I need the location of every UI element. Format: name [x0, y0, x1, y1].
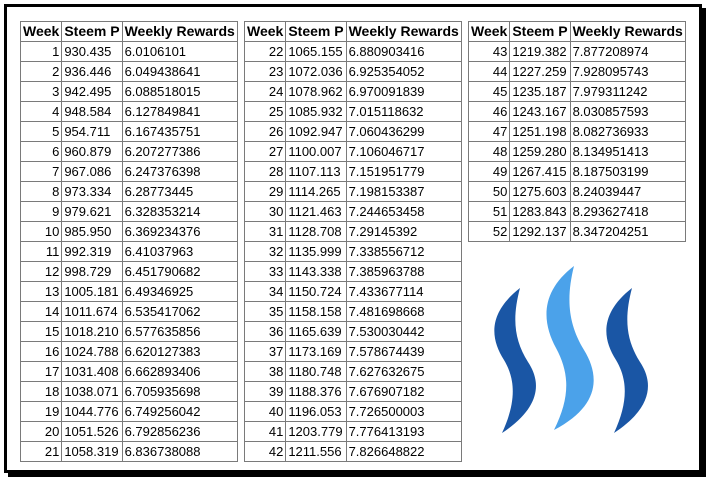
steem-p-cell: 1092.947 [286, 122, 346, 142]
steem-p-cell: 1107.113 [286, 162, 346, 182]
weekly-rewards-cell: 6.369234376 [122, 222, 237, 242]
table-row [245, 222, 462, 242]
week-cell: 21 [21, 442, 62, 462]
table-row [469, 82, 686, 102]
steem-p-cell: 942.495 [62, 82, 122, 102]
weekly-rewards-cell: 7.433677114 [346, 282, 461, 302]
table-row [245, 202, 462, 222]
steem-p-cell: 1078.962 [286, 82, 346, 102]
week-cell: 16 [21, 342, 62, 362]
steem-p-cell: 1128.708 [286, 222, 346, 242]
table-row [21, 282, 238, 302]
table-row [469, 202, 686, 222]
rewards-table-1 [20, 21, 238, 462]
steem-p-header: Steem P [510, 22, 570, 42]
week-header: Week [245, 22, 286, 42]
table-row [469, 102, 686, 122]
weekly-rewards-cell: 8.24039447 [570, 182, 685, 202]
weekly-rewards-cell: 7.826648822 [346, 442, 461, 462]
week-cell: 10 [21, 222, 62, 242]
week-cell: 40 [245, 402, 286, 422]
steem-p-cell: 1072.036 [286, 62, 346, 82]
table-row [245, 142, 462, 162]
weekly-rewards-cell: 8.030857593 [570, 102, 685, 122]
rewards-table-2 [244, 21, 462, 462]
weekly-rewards-cell: 6.247376398 [122, 162, 237, 182]
weekly-rewards-cell: 7.726500003 [346, 402, 461, 422]
table-row [245, 342, 462, 362]
table-row [469, 162, 686, 182]
week-header: Week [21, 22, 62, 42]
table-row [245, 262, 462, 282]
week-cell: 48 [469, 142, 510, 162]
table-row [469, 42, 686, 62]
table-row [245, 422, 462, 442]
weekly-rewards-cell: 8.187503199 [570, 162, 685, 182]
weekly-rewards-cell: 6.0106101 [122, 42, 237, 62]
table-row [21, 342, 238, 362]
table-row [21, 122, 238, 142]
steem-p-cell: 1188.376 [286, 382, 346, 402]
steem-p-cell: 1211.556 [286, 442, 346, 462]
steem-p-cell: 1243.167 [510, 102, 570, 122]
week-cell: 22 [245, 42, 286, 62]
weekly-rewards-cell: 6.088518015 [122, 82, 237, 102]
steem-p-cell: 998.729 [62, 262, 122, 282]
weekly-rewards-cell: 7.060436299 [346, 122, 461, 142]
weekly-rewards-cell: 6.705935698 [122, 382, 237, 402]
logo-stripe-left [494, 288, 536, 433]
weekly-rewards-cell: 8.082736933 [570, 122, 685, 142]
steem-p-cell: 1005.181 [62, 282, 122, 302]
table-header-row [21, 22, 238, 42]
table-row [21, 242, 238, 262]
steem-p-cell: 1135.999 [286, 242, 346, 262]
steem-p-cell: 1203.779 [286, 422, 346, 442]
week-cell: 20 [21, 422, 62, 442]
week-cell: 37 [245, 342, 286, 362]
table-row [245, 282, 462, 302]
weekly-rewards-cell: 8.347204251 [570, 222, 685, 242]
week-cell: 15 [21, 322, 62, 342]
week-cell: 31 [245, 222, 286, 242]
weekly-rewards-cell: 7.578674439 [346, 342, 461, 362]
table-row [245, 302, 462, 322]
steem-p-cell: 1173.169 [286, 342, 346, 362]
steem-p-cell: 1283.843 [510, 202, 570, 222]
steem-p-cell: 1267.415 [510, 162, 570, 182]
week-cell: 29 [245, 182, 286, 202]
weekly-rewards-cell: 7.627632675 [346, 362, 461, 382]
steem-p-cell: 1051.526 [62, 422, 122, 442]
steem-p-header: Steem P [62, 22, 122, 42]
week-cell: 36 [245, 322, 286, 342]
week-cell: 17 [21, 362, 62, 382]
table-row [21, 202, 238, 222]
weekly-rewards-cell: 8.134951413 [570, 142, 685, 162]
table-row [21, 442, 238, 462]
weekly-rewards-cell: 6.749256042 [122, 402, 237, 422]
week-cell: 11 [21, 242, 62, 262]
table-header-row [245, 22, 462, 42]
weekly-rewards-cell: 7.481698668 [346, 302, 461, 322]
week-cell: 32 [245, 242, 286, 262]
week-cell: 52 [469, 222, 510, 242]
weekly-rewards-cell: 6.836738088 [122, 442, 237, 462]
table-row [21, 402, 238, 422]
table-row [21, 62, 238, 82]
week-cell: 9 [21, 202, 62, 222]
table-row [21, 182, 238, 202]
steem-p-cell: 1024.788 [62, 342, 122, 362]
steem-p-cell: 948.584 [62, 102, 122, 122]
table-row [21, 82, 238, 102]
week-cell: 4 [21, 102, 62, 122]
table-row [21, 382, 238, 402]
steem-p-cell: 1165.639 [286, 322, 346, 342]
table-header-row [469, 22, 686, 42]
weekly-rewards-cell: 6.328353214 [122, 202, 237, 222]
table-row [21, 262, 238, 282]
week-cell: 47 [469, 122, 510, 142]
steem-p-cell: 1065.155 [286, 42, 346, 62]
weekly-rewards-cell: 7.244653458 [346, 202, 461, 222]
week-cell: 34 [245, 282, 286, 302]
weekly-rewards-header: Weekly Rewards [122, 22, 237, 42]
week-cell: 19 [21, 402, 62, 422]
table-row [469, 142, 686, 162]
week-cell: 2 [21, 62, 62, 82]
table-row [245, 382, 462, 402]
week-cell: 51 [469, 202, 510, 222]
table-row [21, 322, 238, 342]
steem-p-cell: 979.621 [62, 202, 122, 222]
steem-p-cell: 1219.382 [510, 42, 570, 62]
weekly-rewards-cell: 6.880903416 [346, 42, 461, 62]
week-cell: 45 [469, 82, 510, 102]
table-row [245, 122, 462, 142]
steem-p-cell: 1114.265 [286, 182, 346, 202]
week-cell: 5 [21, 122, 62, 142]
table-row [245, 82, 462, 102]
logo-stripe-right [606, 288, 648, 433]
steem-p-cell: 1275.603 [510, 182, 570, 202]
week-cell: 49 [469, 162, 510, 182]
steem-p-cell: 992.319 [62, 242, 122, 262]
weekly-rewards-cell: 7.385963788 [346, 262, 461, 282]
steem-p-cell: 954.711 [62, 122, 122, 142]
table-row [21, 422, 238, 442]
week-cell: 12 [21, 262, 62, 282]
steem-p-cell: 936.446 [62, 62, 122, 82]
weekly-rewards-cell: 6.049438641 [122, 62, 237, 82]
weekly-rewards-cell: 6.620127383 [122, 342, 237, 362]
table-row [21, 142, 238, 162]
weekly-rewards-header: Weekly Rewards [570, 22, 685, 42]
week-cell: 23 [245, 62, 286, 82]
steem-p-cell: 1011.674 [62, 302, 122, 322]
week-cell: 6 [21, 142, 62, 162]
steem-p-cell: 1150.724 [286, 282, 346, 302]
week-cell: 33 [245, 262, 286, 282]
week-cell: 50 [469, 182, 510, 202]
week-cell: 42 [245, 442, 286, 462]
table-row [245, 322, 462, 342]
week-cell: 18 [21, 382, 62, 402]
week-header: Week [469, 22, 510, 42]
weekly-rewards-cell: 6.662893406 [122, 362, 237, 382]
table-row [21, 222, 238, 242]
week-cell: 39 [245, 382, 286, 402]
weekly-rewards-cell: 6.970091839 [346, 82, 461, 102]
steem-p-cell: 1259.280 [510, 142, 570, 162]
steem-p-cell: 1031.408 [62, 362, 122, 382]
weekly-rewards-cell: 7.015118632 [346, 102, 461, 122]
week-cell: 35 [245, 302, 286, 322]
week-cell: 24 [245, 82, 286, 102]
week-cell: 7 [21, 162, 62, 182]
weekly-rewards-cell: 7.776413193 [346, 422, 461, 442]
steem-p-cell: 1158.158 [286, 302, 346, 322]
table-row [469, 62, 686, 82]
steem-p-cell: 1180.748 [286, 362, 346, 382]
weekly-rewards-cell: 7.928095743 [570, 62, 685, 82]
steem-p-cell: 973.334 [62, 182, 122, 202]
steem-logo-icon [482, 258, 672, 438]
weekly-rewards-cell: 6.127849841 [122, 102, 237, 122]
weekly-rewards-cell: 7.530030442 [346, 322, 461, 342]
weekly-rewards-cell: 8.293627418 [570, 202, 685, 222]
steem-p-cell: 1100.007 [286, 142, 346, 162]
week-cell: 13 [21, 282, 62, 302]
weekly-rewards-cell: 7.877208974 [570, 42, 685, 62]
week-cell: 26 [245, 122, 286, 142]
weekly-rewards-cell: 6.49346925 [122, 282, 237, 302]
weekly-rewards-cell: 6.451790682 [122, 262, 237, 282]
week-cell: 28 [245, 162, 286, 182]
steem-p-cell: 1085.932 [286, 102, 346, 122]
steem-p-cell: 960.879 [62, 142, 122, 162]
table-row [245, 402, 462, 422]
table-row [245, 62, 462, 82]
table-row [21, 42, 238, 62]
table-row [21, 302, 238, 322]
table-row [245, 42, 462, 62]
table-row [245, 182, 462, 202]
week-cell: 44 [469, 62, 510, 82]
steem-p-cell: 1018.210 [62, 322, 122, 342]
week-cell: 43 [469, 42, 510, 62]
week-cell: 46 [469, 102, 510, 122]
steem-p-cell: 967.086 [62, 162, 122, 182]
rewards-table-3 [468, 21, 686, 242]
steem-p-cell: 1196.053 [286, 402, 346, 422]
table-row [469, 222, 686, 242]
table-row [245, 242, 462, 262]
weekly-rewards-cell: 7.979311242 [570, 82, 685, 102]
steem-p-header: Steem P [286, 22, 346, 42]
week-cell: 38 [245, 362, 286, 382]
steem-p-cell: 1292.137 [510, 222, 570, 242]
weekly-rewards-cell: 6.925354052 [346, 62, 461, 82]
table-row [245, 362, 462, 382]
week-cell: 8 [21, 182, 62, 202]
week-cell: 27 [245, 142, 286, 162]
table-row [245, 162, 462, 182]
week-cell: 25 [245, 102, 286, 122]
week-cell: 30 [245, 202, 286, 222]
week-cell: 1 [21, 42, 62, 62]
week-cell: 41 [245, 422, 286, 442]
steem-p-cell: 1227.259 [510, 62, 570, 82]
logo-stripe-center [546, 266, 593, 430]
weekly-rewards-cell: 7.29145392 [346, 222, 461, 242]
week-cell: 3 [21, 82, 62, 102]
steem-p-cell: 1251.198 [510, 122, 570, 142]
weekly-rewards-cell: 6.792856236 [122, 422, 237, 442]
weekly-rewards-cell: 6.535417062 [122, 302, 237, 322]
table-row [21, 102, 238, 122]
weekly-rewards-cell: 6.41037963 [122, 242, 237, 262]
steem-p-cell: 1044.776 [62, 402, 122, 422]
table-row [245, 442, 462, 462]
weekly-rewards-cell: 6.577635856 [122, 322, 237, 342]
steem-p-cell: 1038.071 [62, 382, 122, 402]
table-row [469, 182, 686, 202]
weekly-rewards-cell: 7.676907182 [346, 382, 461, 402]
weekly-rewards-cell: 7.198153387 [346, 182, 461, 202]
steem-p-cell: 985.950 [62, 222, 122, 242]
table-row [21, 362, 238, 382]
table-row [21, 162, 238, 182]
steem-p-cell: 1058.319 [62, 442, 122, 462]
steem-p-cell: 1143.338 [286, 262, 346, 282]
week-cell: 14 [21, 302, 62, 322]
weekly-rewards-cell: 7.338556712 [346, 242, 461, 262]
weekly-rewards-cell: 6.207277386 [122, 142, 237, 162]
weekly-rewards-cell: 6.167435751 [122, 122, 237, 142]
steem-p-cell: 1121.463 [286, 202, 346, 222]
weekly-rewards-cell: 7.106046717 [346, 142, 461, 162]
weekly-rewards-cell: 6.28773445 [122, 182, 237, 202]
steem-p-cell: 1235.187 [510, 82, 570, 102]
weekly-rewards-header: Weekly Rewards [346, 22, 461, 42]
table-row [245, 102, 462, 122]
weekly-rewards-cell: 7.151951779 [346, 162, 461, 182]
steem-p-cell: 930.435 [62, 42, 122, 62]
table-row [469, 122, 686, 142]
